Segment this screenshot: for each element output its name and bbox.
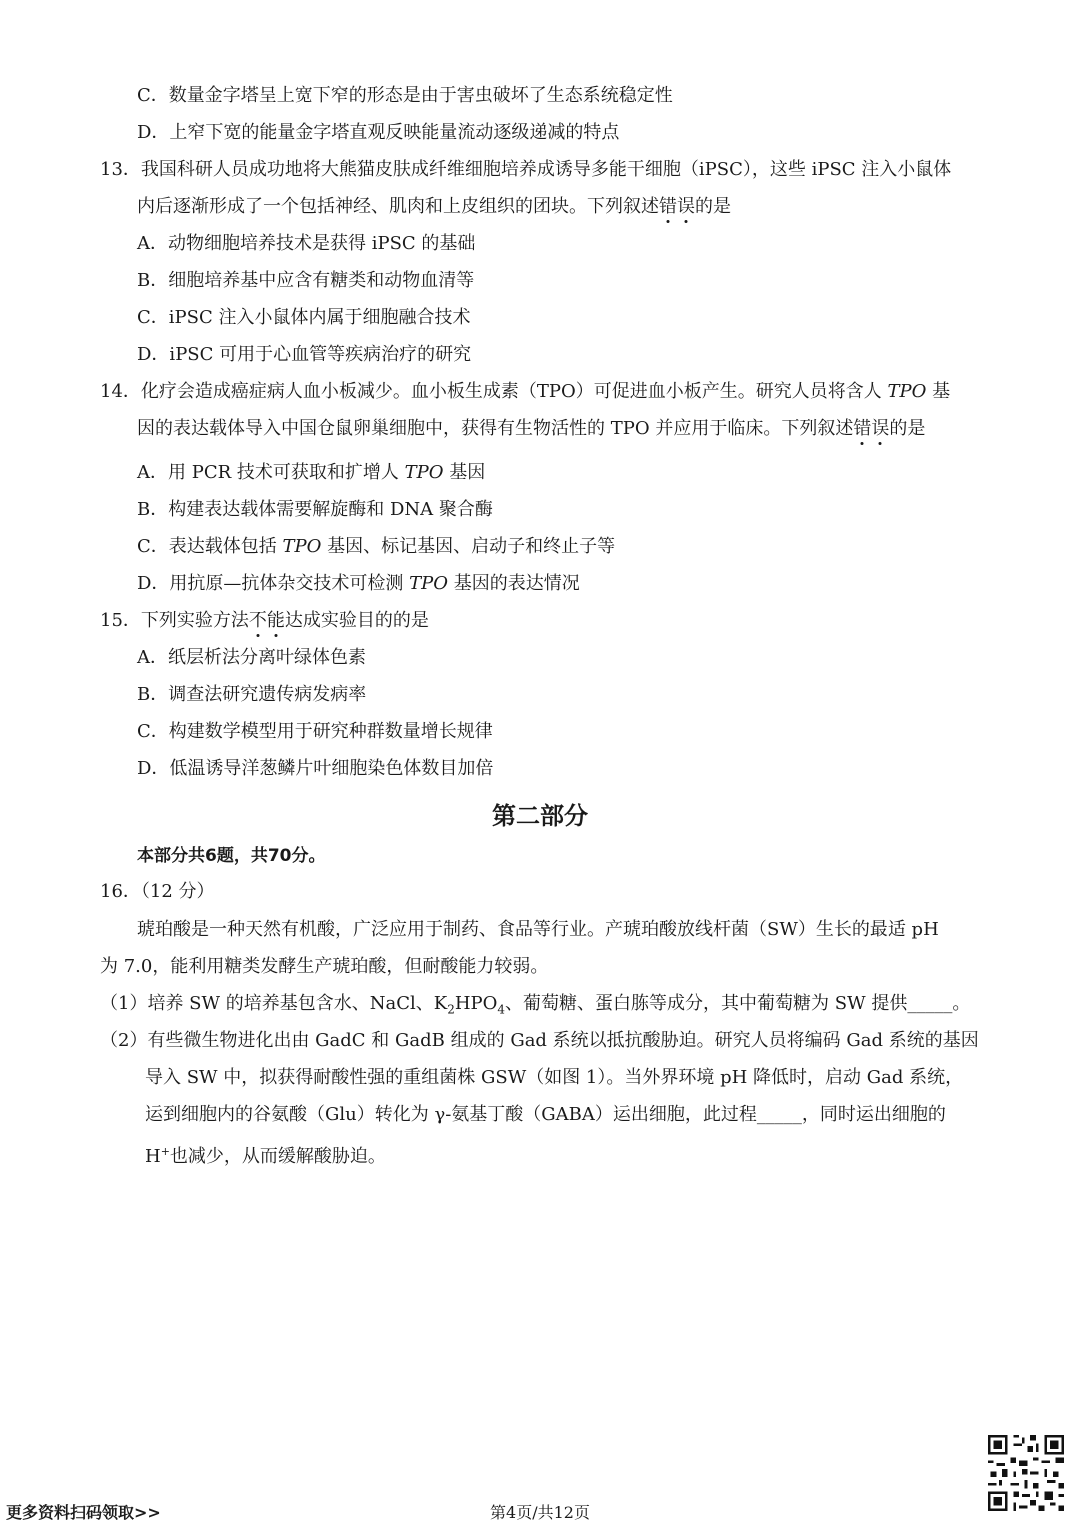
q15-option-d: D．低温诱导洋葱鳞片叶细胞染色体数目加倍: [137, 758, 494, 779]
q16-para-line2: 为 7.0，能利用糖类发酵生产琥珀酸，但耐酸能力较弱。: [100, 956, 549, 977]
q16-sub2-line3: 运到细胞内的谷氨酸（Glu）转化为 γ-氨基丁酸（GABA）运出细胞，此过程_____，同时运出细胞的: [145, 1104, 946, 1125]
q12-option-d: D．上窄下宽的能量金字塔直观反映能量流动逐级递减的特点: [137, 122, 620, 143]
q15-option-b: B．调查法研究遗传病发病率: [137, 684, 367, 705]
emphasis-mark: 误: [871, 418, 890, 439]
emphasis-mark: 能: [266, 610, 285, 631]
q16-sub1: （1）培养 SW 的培养基包含水、NaCl、$K_2HPO_4$、葡萄糖、蛋白胨等成分，其中葡萄糖为 SW 提供_____。: [100, 993, 971, 1017]
q16-number: 16．（12 分）: [100, 881, 215, 902]
q14-stem-line1: 14．化疗会造成癌症病人血小板减少。血小板生成素（TPO）可促进血小板产生。研究人员将含人 TPO 基: [100, 381, 951, 402]
emphasis-mark: 误: [677, 196, 695, 217]
emphasis-mark: 错: [659, 196, 677, 217]
section-heading: 第二部分: [492, 802, 588, 830]
q16-sub2-line1: （2）有些微生物进化出由 GadC 和 GadB 组成的 Gad 系统以抵抗酸胁迫。研究人员将编码 Gad 系统的基因: [100, 1030, 979, 1051]
q15-stem: 15．下列实验方法不能达成实验目的的是: [100, 610, 429, 631]
q16-sub2-line2: 导入 SW 中，拟获得耐酸性强的重组菌株 GSW（如图 1）。当外界环境 pH 降低时，启动 Gad 系统，: [145, 1067, 964, 1088]
q15-option-a: A．纸层析法分离叶绿体色素: [137, 647, 366, 668]
footer-promo-text: 更多资料扫码领取>>: [6, 1503, 161, 1522]
q14-option-b: B．构建表达载体需要解旋酶和 DNA 聚合酶: [137, 499, 493, 520]
q13-option-b: B．细胞培养基中应含有糖类和动物血清等: [137, 270, 475, 291]
section-intro: 本部分共6题，共70分。: [137, 846, 326, 866]
q13-stem-line2: 内后逐渐形成了一个包括神经、肌肉和上皮组织的团块。下列叙述错误的是: [137, 196, 731, 217]
page-number: 第4页/共12页: [490, 1503, 590, 1522]
q14-option-c: C．表达载体包括 TPO 基因、标记基因、启动子和终止子等: [137, 536, 616, 557]
q14-option-a: A．用 PCR 技术可获取和扩增人 TPO 基因: [137, 462, 486, 483]
q13-option-a: A．动物细胞培养技术是获得 iPSC 的基础: [137, 233, 476, 254]
emphasis-mark: 错: [853, 418, 872, 439]
q15-option-c: C．构建数学模型用于研究种群数量增长规律: [137, 721, 493, 742]
q13-option-c: C．iPSC 注入小鼠体内属于细胞融合技术: [137, 307, 471, 328]
emphasis-mark: 不: [248, 610, 267, 631]
q13-stem-line1: 13．我国科研人员成功地将大熊猫皮肤成纤维细胞培养成诱导多能干细胞（iPSC），这些 iPSC 注入小鼠体: [100, 159, 952, 180]
q13-option-d: D．iPSC 可用于心血管等疾病治疗的研究: [137, 344, 472, 365]
q16-sub2-line4: H+也减少，从而缓解酸胁迫。: [145, 1145, 386, 1167]
q14-stem-line2: 因的表达载体导入中国仓鼠卵巢细胞中，获得有生物活性的 TPO 并应用于临床。下列叙述错误的是: [137, 418, 926, 439]
q12-option-c: C．数量金字塔呈上宽下窄的形态是由于害虫破坏了生态系统稳定性: [137, 85, 673, 106]
q16-para-line1: 琥珀酸是一种天然有机酸，广泛应用于制药、食品等行业。产琥珀酸放线杆菌（SW）生长的最适 pH: [137, 919, 939, 940]
q14-option-d: D．用抗原—抗体杂交技术可检测 TPO 基因的表达情况: [137, 573, 580, 594]
